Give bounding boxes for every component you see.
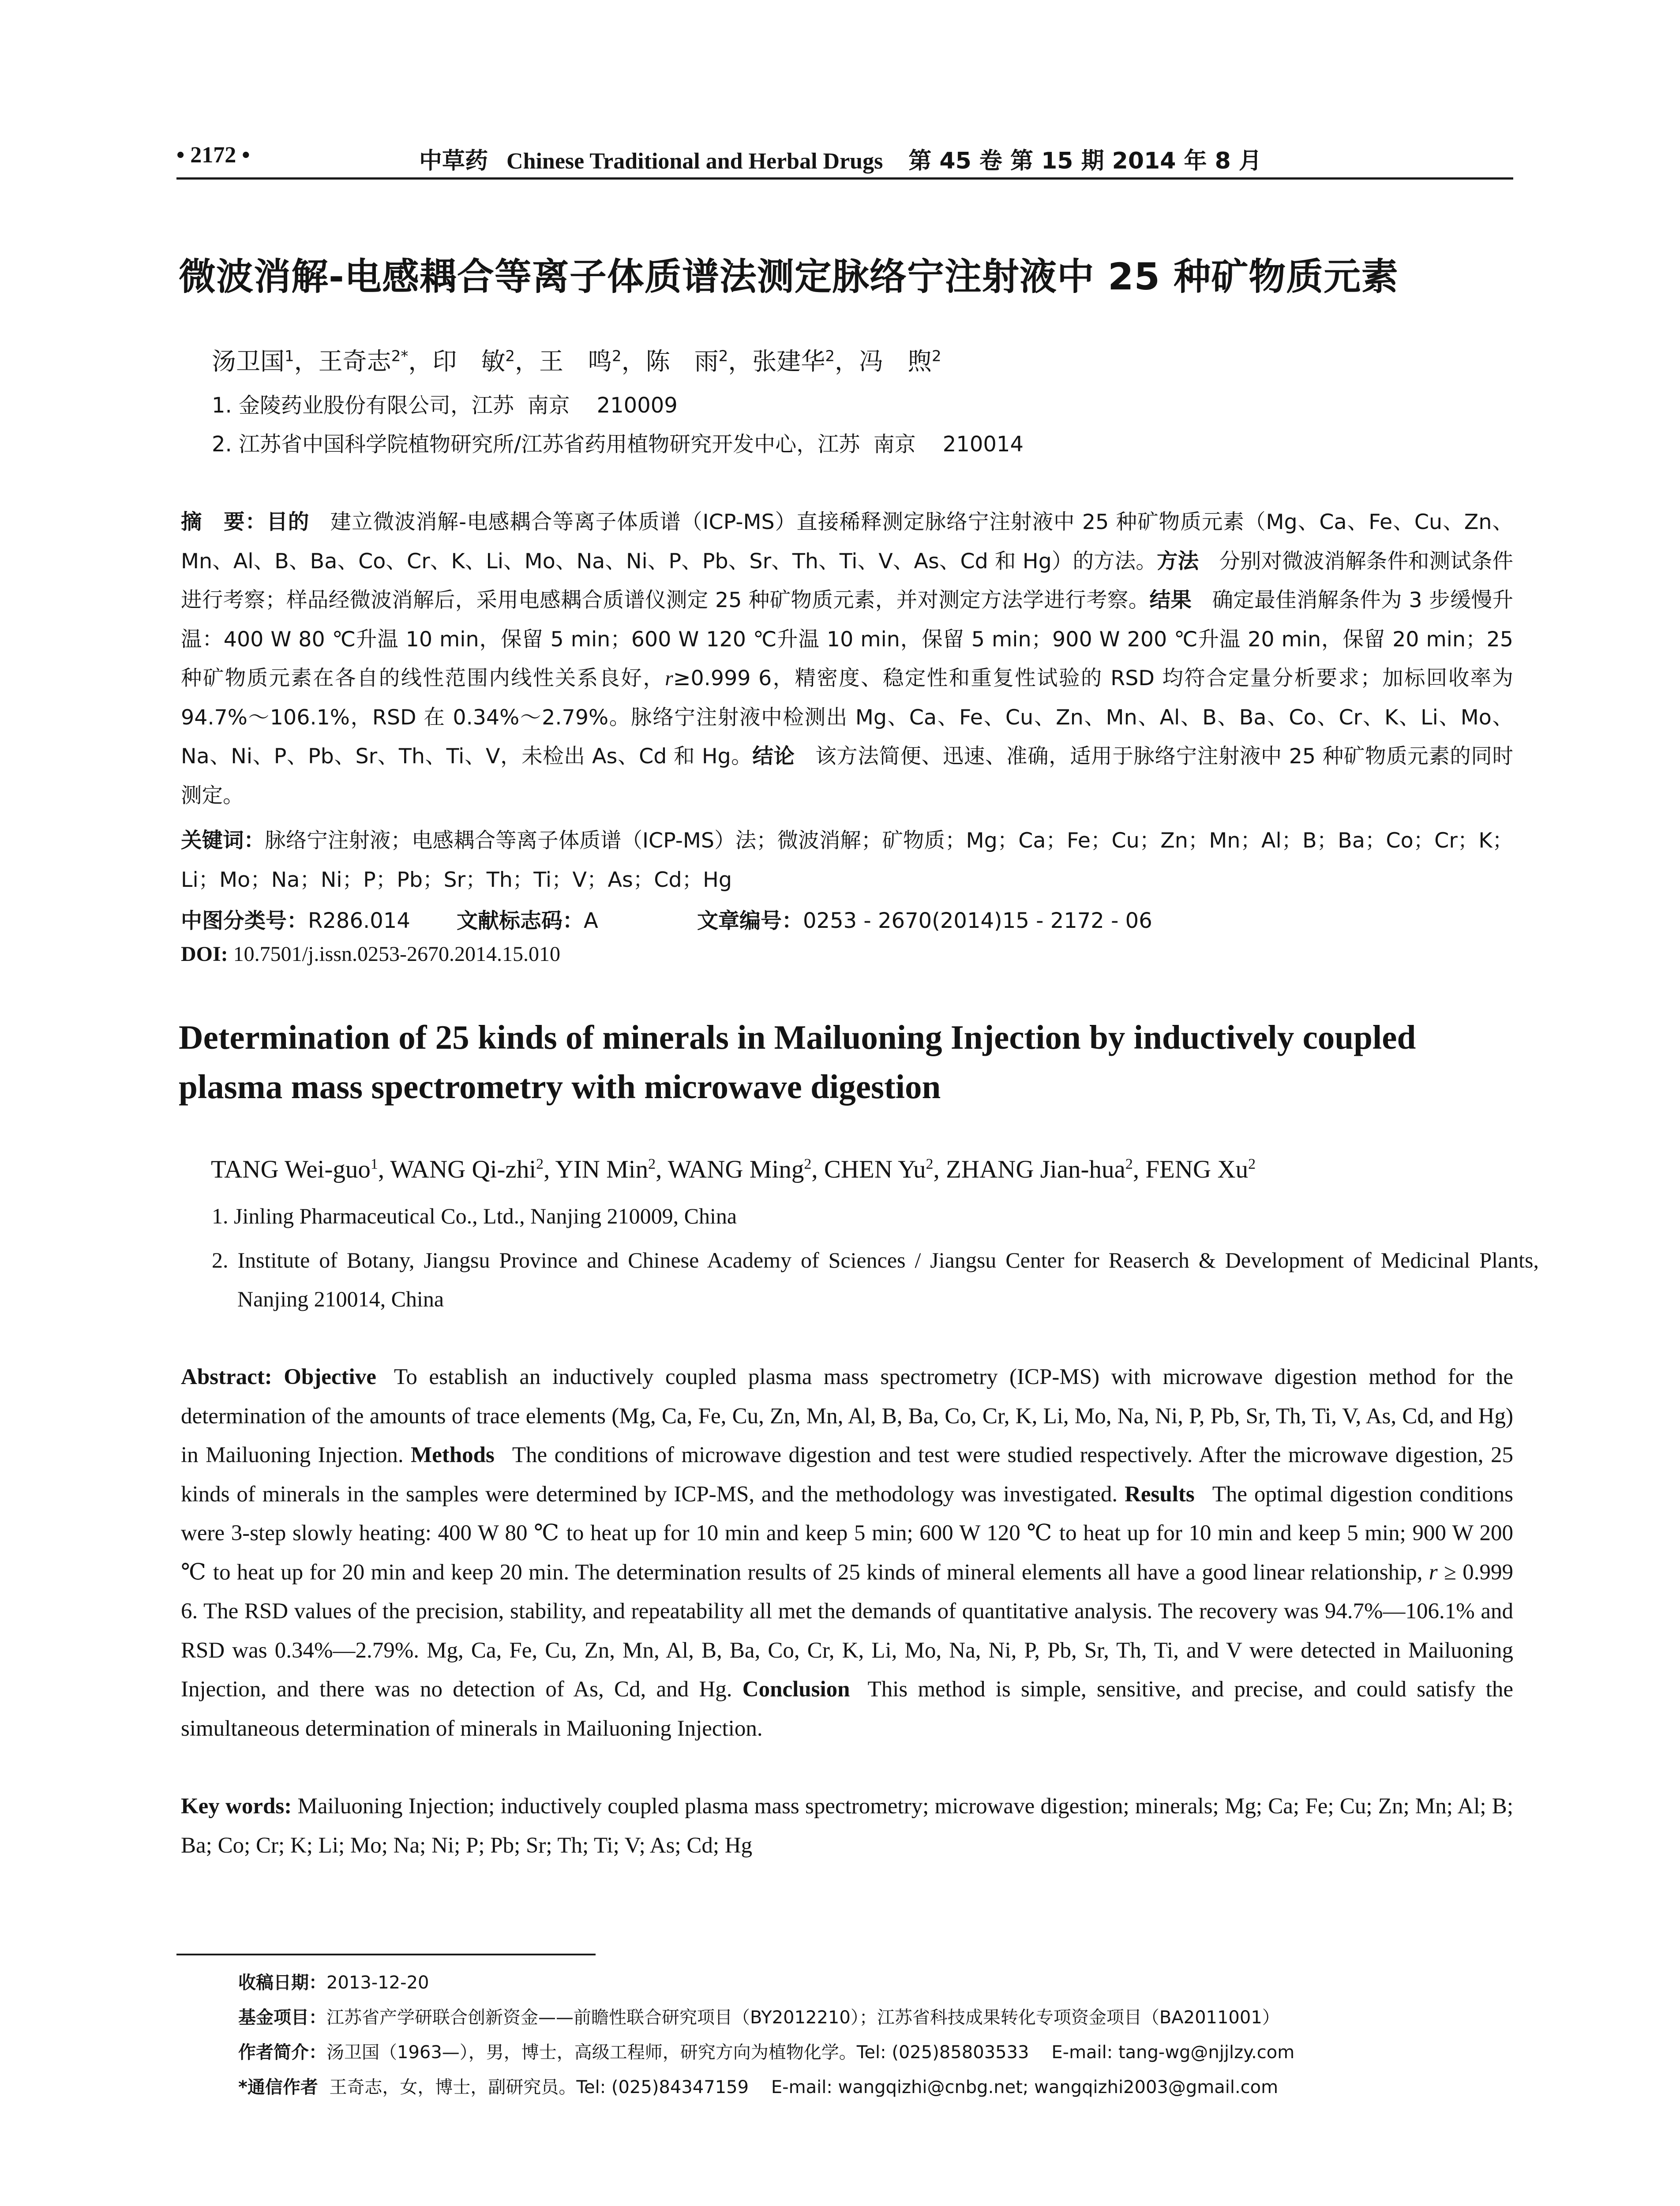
conclusion-en-text: This method is simple, sensitive, and precise, and could satisfy the simultaneous determination of minerals in Mailuoning Injection. bbox=[181, 1677, 1514, 1741]
footnote-author bbox=[238, 2038, 1294, 2063]
doi-link[interactable]: 10.7501/j.issn.0253-2670.2014.15.010 bbox=[233, 942, 561, 966]
abstract-cn bbox=[181, 503, 1513, 815]
affiliation-cn-2: 2. 江苏省中国科学院植物研究所/江苏省药用植物研究开发中心，江苏 南京 210014 bbox=[212, 432, 1024, 457]
author-bio-label: 作者简介： bbox=[238, 2042, 326, 2063]
paper-title-cn: 微波消解-电感耦合等离子体质谱法测定脉络宁注射液中 25 种矿物质元素 bbox=[179, 255, 1399, 298]
objective-cn-label: 目的 bbox=[266, 510, 310, 534]
results-en-text-a: The optimal digestion conditions were 3-step slowly heating: 400 W 80 ℃ to heat up for 10 min and keep 5 min; 600 W 120 ℃ to heat up for 10 min and keep 5 min; 900 W 200 ℃ to heat up for 20 min and keep 20 min. The determination results of 25 kinds of mineral elements all have a good linear relationship, bbox=[181, 1482, 1513, 1585]
cn-author-affil-mark: 2 bbox=[932, 347, 941, 365]
author-bio-text: 汤卫国（1963—），男，博士，高级工程师，研究方向为植物化学。Tel: (025)85803533 E-mail: tang-wg@njjlzy.com bbox=[326, 2042, 1295, 2063]
en-author-affil-mark: 2 bbox=[1125, 1156, 1133, 1172]
footnote-funding bbox=[238, 2003, 1280, 2029]
en-author-affil-mark: 2 bbox=[1248, 1156, 1256, 1172]
journal-header bbox=[419, 142, 1262, 175]
footnote-rule bbox=[176, 1954, 596, 1955]
keywords-en bbox=[181, 1787, 1513, 1865]
classification-line bbox=[181, 904, 1152, 934]
corresponding-label: *通信作者 bbox=[238, 2077, 318, 2097]
en-author-name: ZHANG Jian-hua bbox=[946, 1156, 1125, 1183]
en-author-name: WANG Ming bbox=[668, 1156, 804, 1183]
article-no-label: 文章编号： bbox=[697, 908, 803, 933]
en-author-name: TANG Wei-guo bbox=[211, 1156, 371, 1183]
objective-en-label: Objective bbox=[284, 1365, 376, 1389]
keywords-en-text: Mailuoning Injection; inductively coupled plasma mass spectrometry; microwave digestion; minerals; Mg; Ca; Fe; Cu; Zn; Mn; Al; B; Ba; Co; Cr; K; Li; Mo; Na; Ni; P; Pb; Sr; Th; Ti; V; As; Cd; Hg bbox=[181, 1794, 1513, 1858]
received-label: 收稿日期： bbox=[238, 1973, 326, 1993]
conclusion-cn-label: 结论 bbox=[752, 744, 795, 769]
affiliation-cn-1: 1. 金陵药业股份有限公司，江苏 南京 210009 bbox=[212, 393, 678, 418]
cn-author-affil-mark: 2 bbox=[612, 347, 622, 365]
cn-author-affil-mark: 2 bbox=[505, 347, 515, 365]
cn-author-name: 王奇志 bbox=[318, 347, 391, 375]
conclusion-cn-text: 该方法简便、迅速、准确，适用于脉络宁注射液中 25 种矿物质元素的同时测定。 bbox=[181, 744, 1514, 808]
results-en-r: r bbox=[1429, 1560, 1438, 1585]
en-author-affil-mark: 2 bbox=[648, 1156, 656, 1172]
doi-label: DOI: bbox=[181, 942, 228, 966]
journal-name-cn: 中草药 bbox=[419, 147, 488, 174]
results-en-label: Results bbox=[1125, 1482, 1195, 1507]
article-no-value: 0253 - 2670(2014)15 - 2172 - 06 bbox=[803, 908, 1152, 933]
methods-en-text: The conditions of microwave digestion and test were studied respectively. After the microwave digestion, 25 kinds of minerals in the samples were determined by ICP-MS, and the methodology was investigated. bbox=[181, 1443, 1514, 1507]
en-author-name: CHEN Yu bbox=[824, 1156, 926, 1183]
cn-author-affil-mark: 2 bbox=[825, 347, 835, 365]
paper-title-en: Determination of 25 kinds of minerals in Mailuoning Injection by inductively coupled plasma mass spectrometry with microwave digestion bbox=[179, 1018, 1416, 1106]
cn-author-affil-mark: 1 bbox=[285, 347, 294, 365]
abstract-en bbox=[181, 1358, 1513, 1748]
keywords-en-label: Key words: bbox=[181, 1794, 292, 1819]
cn-author-affil-mark: 2* bbox=[391, 347, 409, 365]
received-date: 2013-12-20 bbox=[326, 1973, 429, 1993]
footnote-received bbox=[238, 1969, 429, 1994]
methods-cn-text: 分别对微波消解条件和测试条件进行考察；样品经微波消解后，采用电感耦合质谱仪测定 25 种矿物质元素，并对测定方法学进行考察。 bbox=[181, 549, 1514, 612]
cn-author-affil-mark: 2 bbox=[718, 347, 728, 365]
clc-label: 中图分类号： bbox=[181, 908, 308, 933]
results-cn-text-b: ≥0.999 6，精密度、稳定性和重复性试验的 RSD 均符合定量分析要求；加标回收率为 94.7%～106.1%，RSD 在 0.34%～2.79%。脉络宁注射液中检测出 Mg、Ca、Fe、Cu、Zn、Mn、Al、B、Ba、Co、Cr、K、Li、Mo、Na、Ni、P、Pb、Sr、Th、Ti、V，未检出 As、Cd 和 Hg。 bbox=[181, 666, 1514, 769]
journal-issue: 第 45 卷 第 15 期 2014 年 8 月 bbox=[908, 148, 1262, 174]
en-author-name: WANG Qi-zhi bbox=[390, 1156, 536, 1183]
keywords-cn-text: 脉络宁注射液；电感耦合等离子体质谱（ICP-MS）法；微波消解；矿物质；Mg；Ca；Fe；Cu；Zn；Mn；Al；B；Ba；Co；Cr；K；Li；Mo；Na；Ni；P；Pb；Sr；Th；Ti；V；As；Cd；Hg bbox=[181, 829, 1514, 892]
keywords-cn-label: 关键词： bbox=[181, 829, 265, 853]
page-number: • 2172 • bbox=[176, 143, 250, 168]
cn-author-name: 张建华 bbox=[752, 347, 825, 375]
header-rule bbox=[176, 177, 1513, 180]
corresponding-text: 王奇志，女，博士，副研究员。Tel: (025)84347159 E-mail: wangqizhi@cnbg.net; wangqizhi2003@gmail.com bbox=[318, 2077, 1279, 2097]
cn-author-name: 汤卫国 bbox=[212, 347, 285, 375]
en-author-affil-mark: 2 bbox=[804, 1156, 812, 1172]
results-en-text-b: ≥ 0.999 6. The RSD values of the precision, stability, and repeatability all met the demands of quantitative analysis. The recovery was 94.7%—106.1% and RSD was 0.34%—2.79%. Mg, Ca, Fe, Cu, Zn, Mn, Al, B, Ba, Co, Cr, K, Li, Mo, Na, Ni, P, Pb, Sr, Th, Ti, and V were detected in Mailuoning Injection, and there was no detection of As, Cd, and Hg. bbox=[181, 1560, 1514, 1702]
results-cn-r: r bbox=[665, 667, 673, 690]
en-author-affil-mark: 2 bbox=[536, 1156, 544, 1172]
doi-line bbox=[181, 942, 560, 966]
abstract-en-label: Abstract: bbox=[181, 1365, 272, 1389]
funding-text: 江苏省产学研联合创新资金——前瞻性联合研究项目（BY2012210）；江苏省科技成果转化专项资金项目（BA2011001） bbox=[326, 2007, 1280, 2028]
keywords-cn bbox=[181, 822, 1513, 900]
journal-name-en: Chinese Traditional and Herbal Drugs bbox=[506, 149, 883, 174]
en-author-name: FENG Xu bbox=[1145, 1156, 1249, 1183]
conclusion-en-label: Conclusion bbox=[742, 1677, 850, 1702]
cn-author-name: 王 鸣 bbox=[539, 347, 612, 375]
author-list-cn: 汤卫国$^1$，王奇志$^{2*}$，印 敏$^2$，王 鸣$^2$，陈 雨$^2$，张建华$^2$，冯 煦$^2$ bbox=[212, 347, 941, 375]
objective-cn-text: 建立微波消解-电感耦合等离子体质谱（ICP-MS）直接稀释测定脉络宁注射液中 25 种矿物质元素（Mg、Ca、Fe、Cu、Zn、Mn、Al、B、Ba、Co、Cr、K、Li、Mo、Na、Ni、P、Pb、Sr、Th、Ti、V、As、Cd 和 Hg）的方法。 bbox=[181, 510, 1514, 574]
doc-code-label: 文献标志码： bbox=[457, 908, 584, 933]
clc-value: R286.014 bbox=[308, 908, 410, 933]
cn-author-name: 印 敏 bbox=[432, 347, 506, 375]
footnote-corresponding bbox=[238, 2073, 1278, 2098]
objective-en-text: To establish an inductively coupled plasma mass spectrometry (ICP-MS) with microwave digestion method for the determination of the amounts of trace elements (Mg, Ca, Fe, Cu, Zn, Mn, Al, B, Ba, Co, Cr, K, Li, Mo, Na, Ni, P, Pb, Sr, Th, Ti, V, As, Cd, and Hg) in Mailuoning Injection. bbox=[181, 1365, 1514, 1467]
affiliation-en-2: 2. Institute of Botany, Jiangsu Province and Chinese Academy of Sciences / Jiangsu Center for Reaserch & Development of Medicinal Plants, Nanjing 210014, China bbox=[212, 1248, 1539, 1311]
author-list-en: TANG Wei-guo$^1$, WANG Qi-zhi$^2$, YIN Min$^2$, WANG Ming$^2$, CHEN Yu$^2$, ZHANG Jian-hua$^2$, FENG Xu$^2$ bbox=[211, 1156, 1256, 1183]
affiliation-en-1: 1. Jinling Pharmaceutical Co., Ltd., Nanjing 210009, China bbox=[212, 1204, 737, 1228]
funding-label: 基金项目： bbox=[238, 2007, 326, 2028]
en-author-name: YIN Min bbox=[555, 1156, 649, 1183]
cn-author-name: 陈 雨 bbox=[645, 347, 719, 375]
abstract-cn-label: 摘 要： bbox=[181, 510, 267, 534]
en-author-affil-mark: 2 bbox=[926, 1156, 934, 1172]
results-cn-text-a: 确定最佳消解条件为 3 步缓慢升温：400 W 80 ℃升温 10 min，保留 5 min；600 W 120 ℃升温 10 min，保留 5 min；900 W 200 ℃升温 20 min，保留 20 min；25 种矿物质元素在各自的线性范围内线性关系良好， bbox=[181, 588, 1514, 690]
methods-cn-label: 方法 bbox=[1156, 549, 1199, 574]
methods-en-label: Methods bbox=[411, 1443, 495, 1467]
cn-author-name: 冯 煦 bbox=[859, 347, 932, 375]
en-author-affil-mark: 1 bbox=[370, 1156, 378, 1172]
results-cn-label: 结果 bbox=[1149, 588, 1192, 612]
doc-code-value: A bbox=[584, 908, 598, 933]
